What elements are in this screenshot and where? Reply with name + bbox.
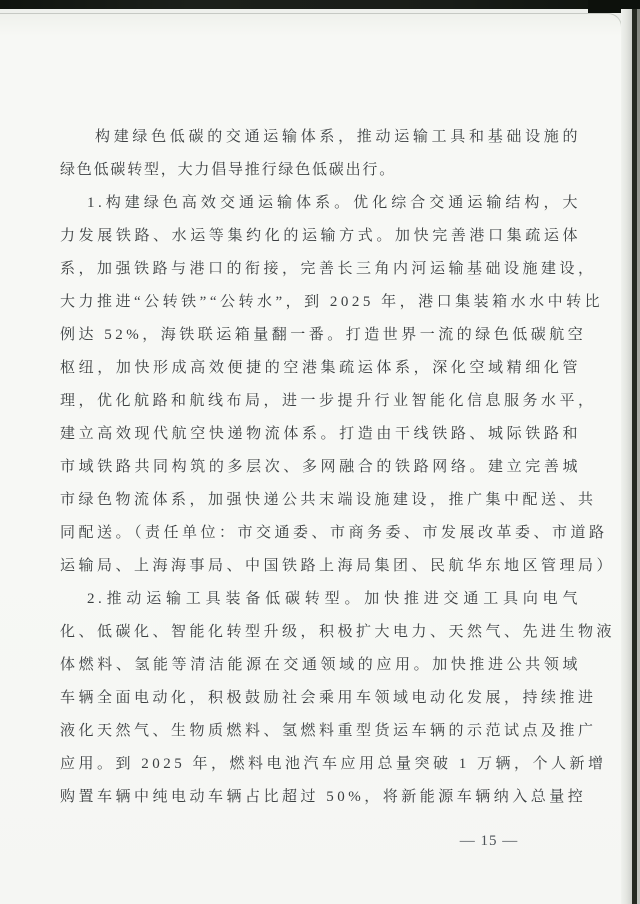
document-body-text (60, 121, 616, 814)
text-line: 购置车辆中纯电动车辆占比超过 50%，将新能源车辆纳入总量控 (60, 789, 587, 805)
text-line: 化、低碳化、智能化转型升级，积极扩大电力、天然气、先进生物液 (60, 624, 616, 640)
text-line: 市域铁路共同构筑的多层次、多网融合的铁路网络。建立完善城 (60, 459, 581, 475)
text-line: 运输局、上海海事局、中国铁路上海局集团、民航华东地区管理局） (60, 558, 616, 574)
text-line: 理，优化航路和航线布局，进一步提升行业智能化信息服务水平， (60, 393, 597, 409)
text-line: 枢纽，加快形成高效便捷的空港集疏运体系，深化空域精细化管 (60, 360, 581, 376)
text-line: 市绿色物流体系，加强快递公共末端设施建设，推广集中配送、共 (60, 492, 597, 508)
text-line: 2.推动运输工具装备低碳转型。加快推进交通工具向电气 (87, 591, 581, 607)
document-page (0, 13, 622, 904)
text-line: 例达 52%，海铁联运箱量翻一番。打造世界一流的绿色低碳航空 (60, 327, 587, 343)
page-number: — 15 — (459, 833, 519, 849)
text-line: 体燃料、氢能等清洁能源在交通领域的应用。加快推进公共领域 (60, 657, 581, 673)
text-line: 同配送。（责任单位：市交通委、市商务委、市发展改革委、市道路 (60, 525, 608, 541)
scan-top-edge (0, 0, 640, 9)
text-line: 应用。到 2025 年，燃料电池汽车应用总量突破 1 万辆，个人新增 (60, 756, 607, 772)
text-line: 力发展铁路、水运等集约化的运输方式。加快完善港口集疏运体 (60, 228, 581, 244)
text-line: 液化天然气、生物质燃料、氢燃料重型货运车辆的示范试点及推广 (60, 723, 597, 739)
text-line: 建立高效现代航空快递物流体系。打造由干线铁路、城际铁路和 (60, 426, 581, 442)
text-line: 1.构建绿色高效交通运输体系。优化综合交通运输结构，大 (87, 195, 581, 211)
text-line: 系，加强铁路与港口的衔接，完善长三角内河运输基础设施建设， (60, 261, 597, 277)
scan-right-gutter (621, 9, 632, 904)
text-line: 大力推进“公转铁”“公转水”，到 2025 年，港口集装箱水水中转比 (60, 294, 604, 310)
text-line: 构建绿色低碳的交通运输体系，推动运输工具和基础设施的 (95, 129, 581, 145)
text-line: 绿色低碳转型，大力倡导推行绿色低碳出行。 (60, 162, 397, 178)
text-line: 车辆全面电动化，积极鼓励社会乘用车领域电动化发展，持续推进 (60, 690, 597, 706)
